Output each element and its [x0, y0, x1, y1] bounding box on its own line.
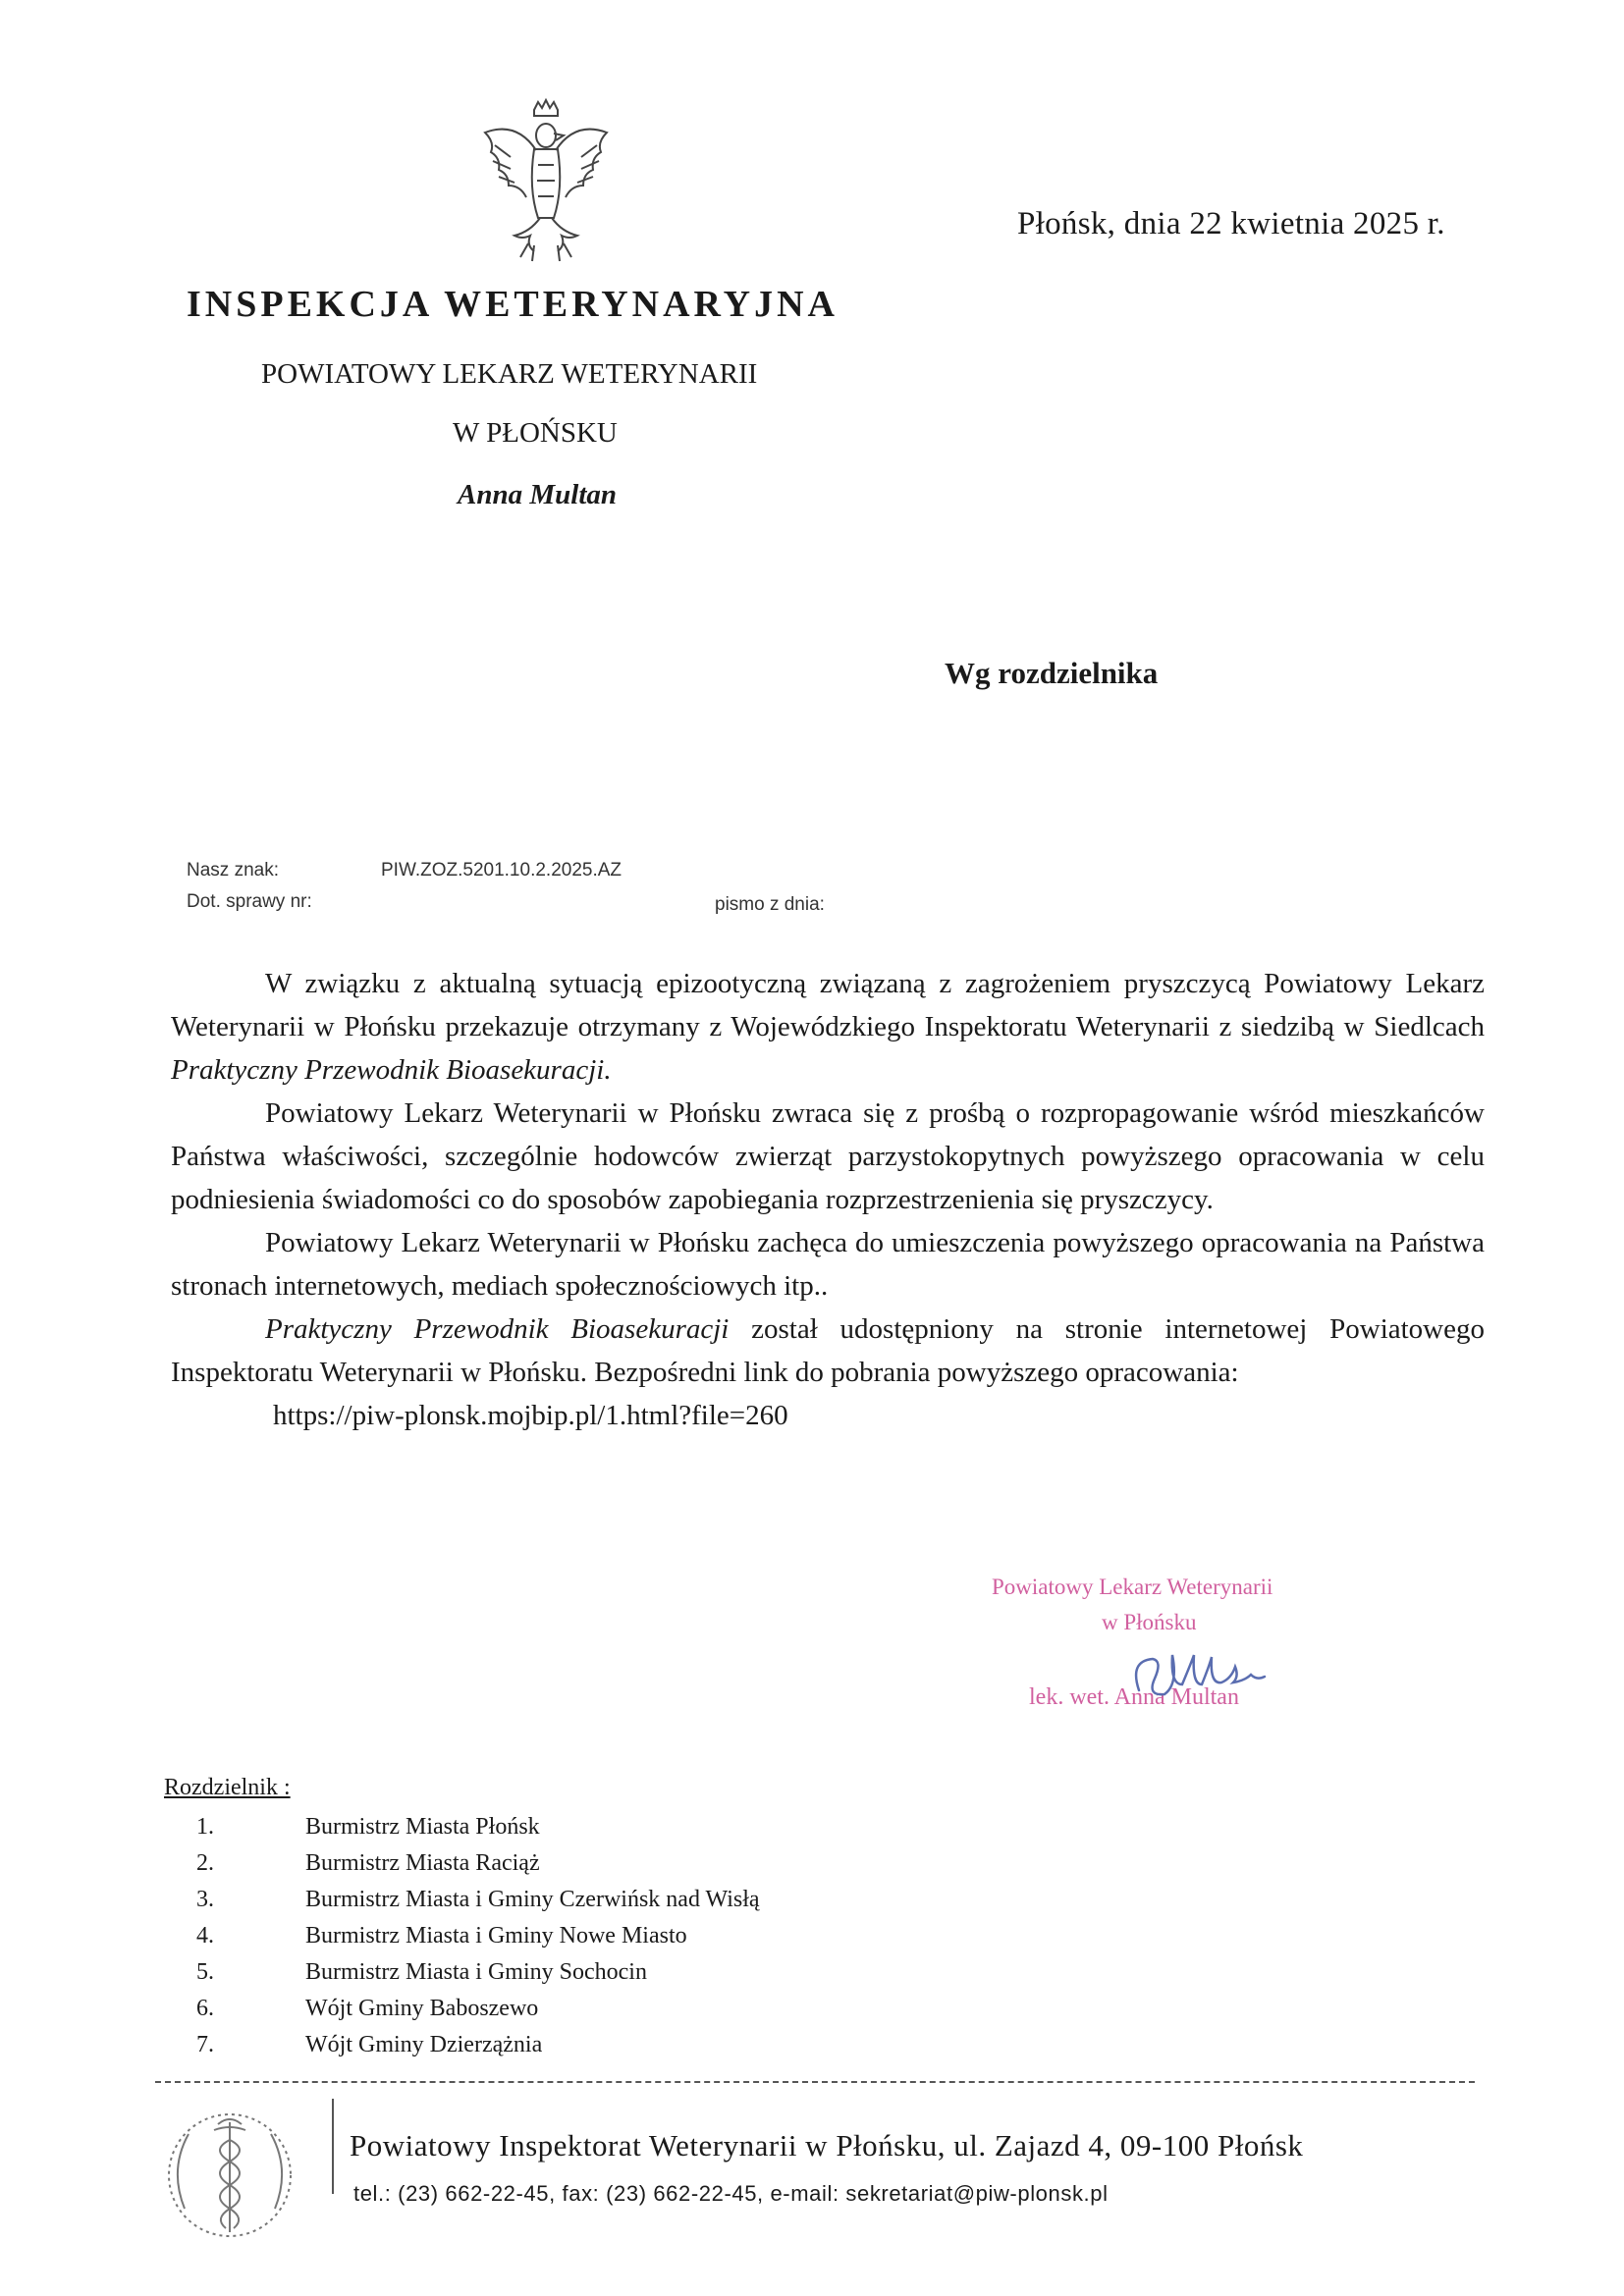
polish-eagle-emblem-icon	[477, 96, 615, 271]
footer-divider	[155, 2081, 1475, 2083]
guide-title: Praktyczny Przewodnik Bioasekuracji.	[171, 1054, 612, 1086]
officer-name: Anna Multan	[458, 479, 618, 510]
list-item	[196, 2032, 1080, 2068]
list-item	[196, 1996, 1080, 2032]
list-item	[196, 1923, 1080, 1959]
addressee: Wg rozdzielnika	[945, 656, 1159, 690]
office-location: W PŁOŃSKU	[453, 417, 618, 449]
list-item-number: 4.	[196, 1923, 214, 1949]
list-item-name: Burmistrz Miasta i Gminy Czerwińsk nad Wisłą	[305, 1887, 760, 1912]
list-item	[196, 1850, 1080, 1887]
letter-body	[171, 962, 1485, 1437]
download-link[interactable]: https://piw-plonsk.mojbip.pl/1.html?file=260	[273, 1400, 788, 1431]
office-title: POWIATOWY LEKARZ WETERYNARII	[261, 358, 758, 390]
list-item	[196, 1814, 1080, 1850]
letter-date: Płońsk, dnia 22 kwietnia 2025 r.	[1017, 206, 1445, 241]
handwritten-signature-icon	[1121, 1641, 1288, 1720]
paragraph-4	[171, 1308, 1485, 1394]
footer-contact: tel.: (23) 662-22-45, fax: (23) 662-22-45, e-mail: sekretariat@piw-plonsk.pl	[353, 2181, 1109, 2206]
list-item	[196, 1887, 1080, 1923]
list-item-number: 5.	[196, 1959, 214, 1985]
paragraph-1	[171, 962, 1485, 1092]
paragraph-3: Powiatowy Lekarz Weterynarii w Płońsku zachęca do umieszczenia powyższego opracowania na Państwa stronach internetowych, mediach społecznościowych itp..	[171, 1227, 1485, 1302]
list-item-name: Burmistrz Miasta i Gminy Sochocin	[305, 1959, 647, 1985]
footer-vertical-divider	[332, 2099, 334, 2194]
paragraph-1-text: W związku z aktualną sytuacją epizootyczną związaną z zagrożeniem pryszczycą Powiatowy Lekarz Weterynarii w Płońsku przekazuje otrzymany z Wojewódzkiego Inspektoratu Weterynarii z siedzibą w Siedlcach	[171, 968, 1485, 1042]
list-item-number: 2.	[196, 1850, 214, 1876]
caduceus-icon	[155, 2101, 304, 2250]
footer-address: Powiatowy Inspektorat Weterynarii w Płońsku, ul. Zajazd 4, 09-100 Płońsk	[350, 2128, 1304, 2163]
distribution-list	[196, 1814, 1080, 2068]
distribution-label: Rozdzielnik :	[164, 1775, 291, 1800]
list-item-number: 1.	[196, 1814, 214, 1840]
list-item	[196, 1959, 1080, 1996]
paragraph-2: Powiatowy Lekarz Weterynarii w Płońsku zwraca się z prośbą o rozpropagowanie wśród mieszkańców Państwa właściwości, szczególnie hodowców zwierząt parzystokopytnych powyższego opracowania w celu podniesienia świadomości co do sposobów zapobiegania rozprzestrzenienia się pryszczycy.	[171, 1097, 1485, 1215]
our-reference-value: PIW.ZOZ.5201.10.2.2025.AZ	[381, 860, 623, 881]
stamp-line-3: lek. wet. Anna Multan	[1029, 1684, 1239, 1710]
our-reference-label: Nasz znak:	[187, 860, 279, 881]
list-item-number: 6.	[196, 1996, 214, 2021]
case-number-label: Dot. sprawy nr:	[187, 891, 312, 912]
list-item-name: Burmistrz Miasta Raciąż	[305, 1850, 540, 1876]
list-item-name: Burmistrz Miasta i Gminy Nowe Miasto	[305, 1923, 687, 1949]
stamp-line-2: w Płońsku	[1102, 1610, 1197, 1634]
guide-title: Praktyczny Przewodnik Bioasekuracji	[265, 1313, 730, 1345]
stamp-line-1: Powiatowy Lekarz Weterynarii	[992, 1575, 1273, 1599]
institution-name: INSPEKCJA WETERYNARYJNA	[187, 284, 839, 325]
list-item-name: Wójt Gminy Baboszewo	[305, 1996, 539, 2021]
paragraph-4-text: został udostępniony na stronie internetowej Powiatowego Inspektoratu Weterynarii w Płońsku. Bezpośredni link do pobrania powyższego opracowania:	[171, 1313, 1485, 1388]
list-item-name: Burmistrz Miasta Płońsk	[305, 1814, 540, 1840]
list-item-number: 3.	[196, 1887, 214, 1912]
letter-date-label: pismo z dnia:	[715, 894, 825, 915]
list-item-number: 7.	[196, 2032, 214, 2057]
list-item-name: Wójt Gminy Dzierzążnia	[305, 2032, 543, 2057]
